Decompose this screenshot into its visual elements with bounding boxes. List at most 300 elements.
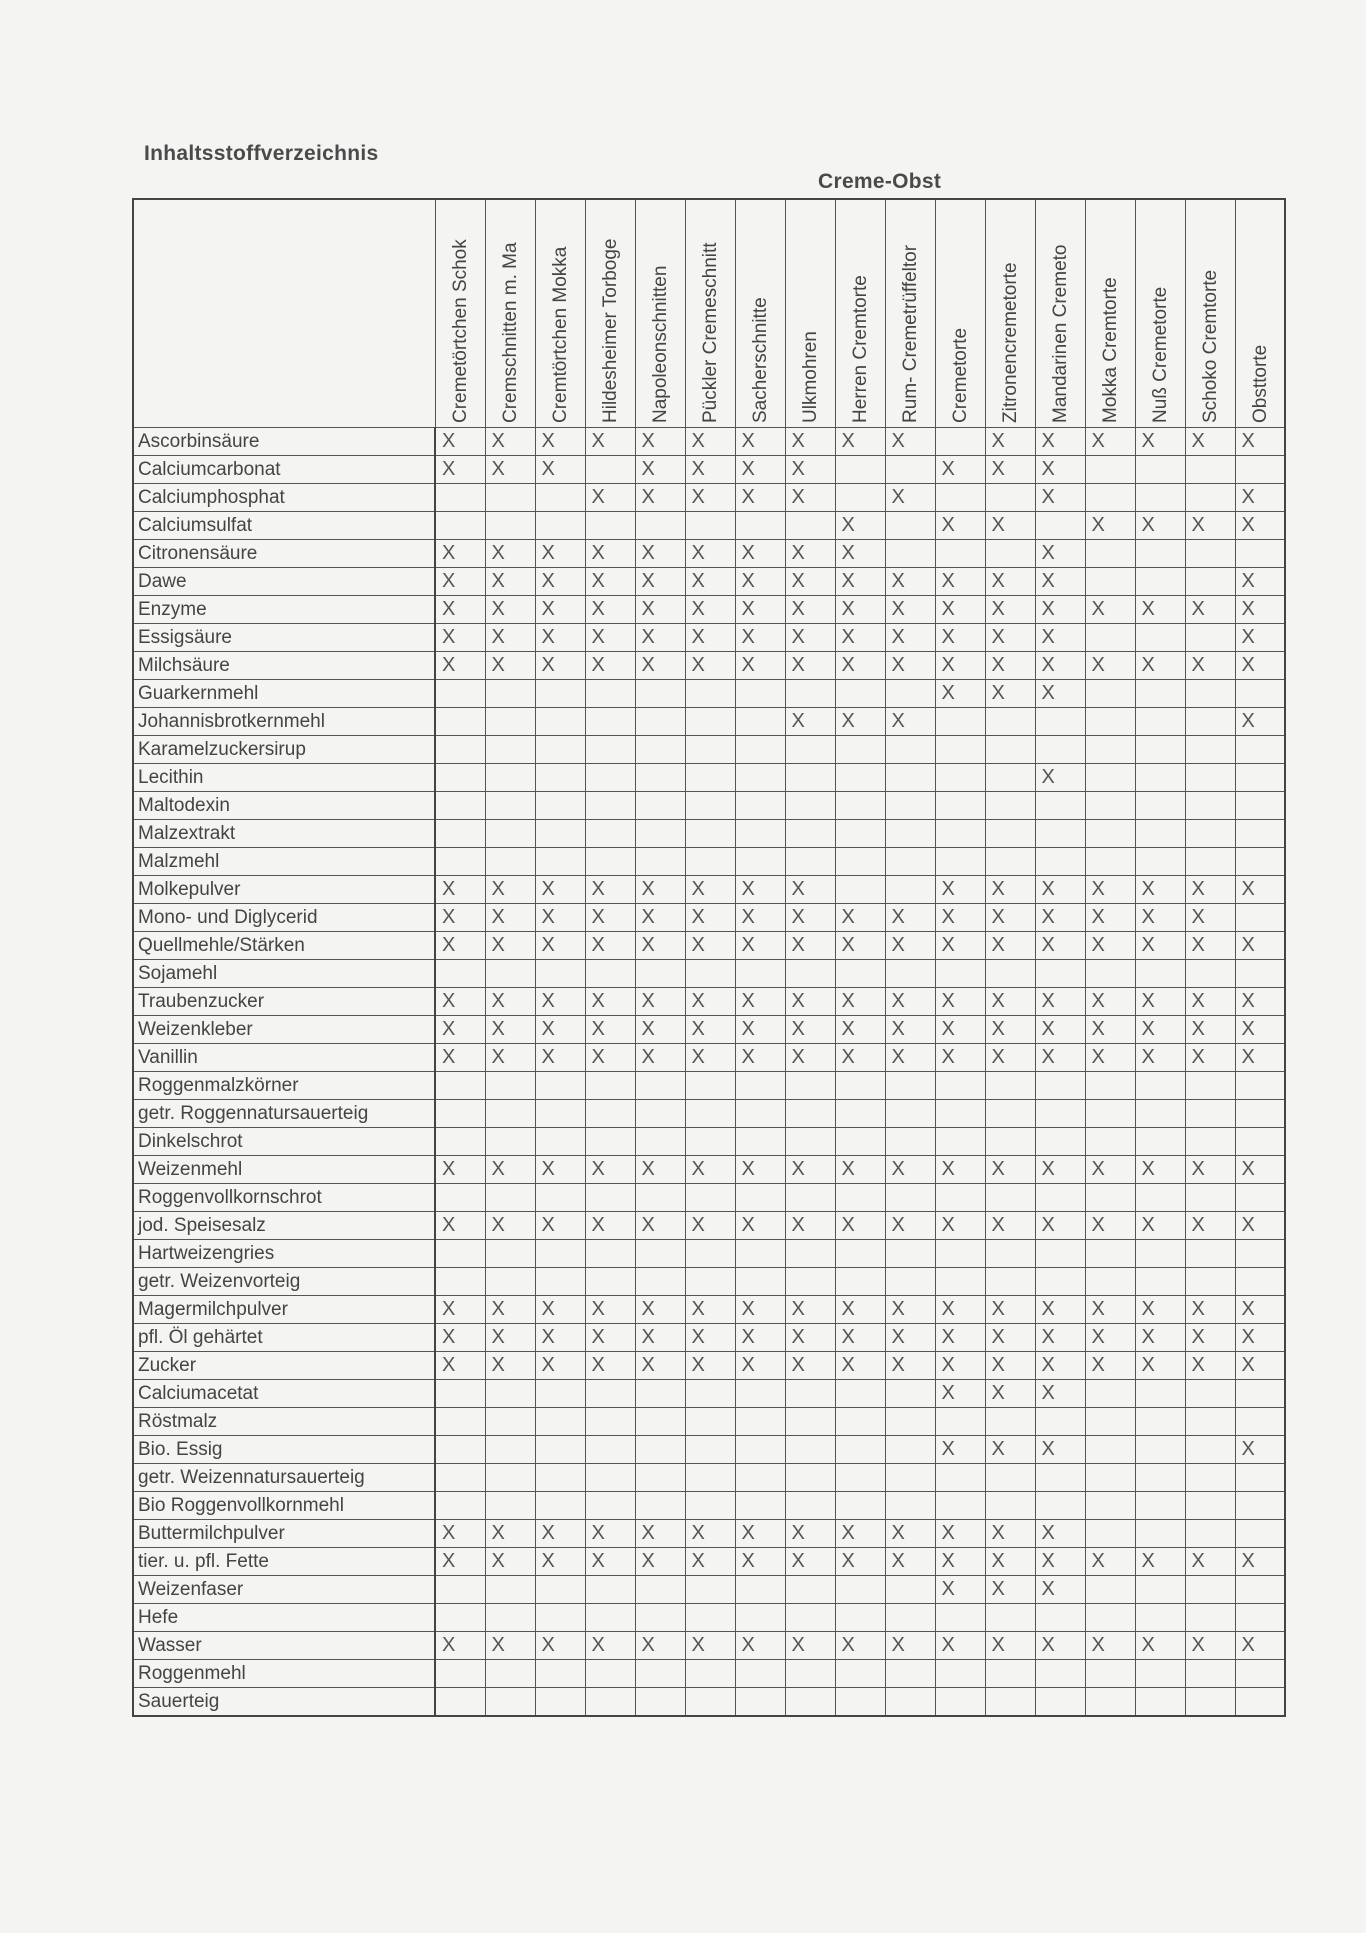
- ingredient-mark-cell: [1035, 1660, 1085, 1688]
- ingredient-name: Traubenzucker: [133, 988, 435, 1016]
- ingredient-mark-cell: X: [535, 1016, 585, 1044]
- ingredient-mark-cell: [935, 1492, 985, 1520]
- ingredient-mark-cell: [485, 708, 535, 736]
- ingredient-mark-cell: [985, 484, 1035, 512]
- ingredient-mark-cell: [1235, 1520, 1285, 1548]
- ingredient-mark-cell: [435, 1072, 485, 1100]
- ingredient-mark-cell: X: [785, 1044, 835, 1072]
- ingredient-mark-cell: [835, 1184, 885, 1212]
- ingredient-mark-cell: X: [935, 1436, 985, 1464]
- ingredient-mark-cell: X: [985, 1436, 1035, 1464]
- ingredient-mark-cell: X: [485, 1352, 535, 1380]
- ingredient-mark-cell: X: [1235, 708, 1285, 736]
- ingredient-mark-cell: [735, 680, 785, 708]
- ingredient-mark-cell: X: [535, 1212, 585, 1240]
- ingredient-mark-cell: [435, 848, 485, 876]
- ingredient-mark-cell: X: [485, 568, 535, 596]
- ingredient-mark-cell: X: [1135, 596, 1185, 624]
- ingredient-mark-cell: X: [1185, 904, 1235, 932]
- ingredient-mark-cell: X: [1035, 1436, 1085, 1464]
- ingredient-mark-cell: [1185, 1128, 1235, 1156]
- ingredient-mark-cell: [985, 1100, 1035, 1128]
- ingredient-mark-cell: X: [685, 652, 735, 680]
- ingredient-mark-cell: X: [1185, 1324, 1235, 1352]
- ingredient-mark-cell: [585, 1240, 635, 1268]
- ingredient-mark-cell: X: [785, 932, 835, 960]
- ingredient-mark-cell: [885, 848, 935, 876]
- ingredient-mark-cell: [1085, 764, 1135, 792]
- ingredient-mark-cell: X: [835, 568, 885, 596]
- ingredient-mark-cell: X: [735, 1548, 785, 1576]
- ingredient-mark-cell: [735, 1464, 785, 1492]
- ingredient-mark-cell: X: [735, 904, 785, 932]
- ingredient-mark-cell: [935, 1240, 985, 1268]
- ingredient-mark-cell: X: [435, 988, 485, 1016]
- ingredient-mark-cell: [835, 1072, 885, 1100]
- ingredient-mark-cell: [735, 1380, 785, 1408]
- ingredient-mark-cell: [1185, 1408, 1235, 1436]
- ingredient-mark-cell: [885, 1072, 935, 1100]
- ingredient-mark-cell: [885, 456, 935, 484]
- ingredient-mark-cell: X: [785, 1296, 835, 1324]
- ingredient-mark-cell: X: [585, 428, 635, 456]
- ingredient-mark-cell: X: [1085, 904, 1135, 932]
- ingredient-mark-cell: X: [1185, 1016, 1235, 1044]
- ingredient-mark-cell: X: [535, 1296, 585, 1324]
- ingredient-row: [133, 512, 1285, 540]
- ingredient-mark-cell: [785, 1072, 835, 1100]
- ingredient-mark-cell: X: [1135, 652, 1185, 680]
- ingredient-mark-cell: X: [435, 456, 485, 484]
- ingredient-mark-cell: X: [985, 1324, 1035, 1352]
- ingredient-mark-cell: [535, 1464, 585, 1492]
- product-header-cell: [785, 199, 835, 428]
- ingredient-mark-cell: X: [885, 708, 935, 736]
- ingredient-mark-cell: [435, 1576, 485, 1604]
- ingredient-mark-cell: X: [935, 568, 985, 596]
- ingredient-mark-cell: [535, 1240, 585, 1268]
- ingredient-row: [133, 484, 1285, 512]
- ingredient-mark-cell: X: [1035, 624, 1085, 652]
- ingredient-row: [133, 652, 1285, 680]
- ingredient-mark-cell: [735, 764, 785, 792]
- ingredient-mark-cell: [485, 1128, 535, 1156]
- ingredient-mark-cell: X: [1085, 988, 1135, 1016]
- ingredient-mark-cell: X: [1035, 988, 1085, 1016]
- ingredient-mark-cell: [685, 1436, 735, 1464]
- ingredient-mark-cell: [785, 792, 835, 820]
- ingredient-mark-cell: [585, 1408, 635, 1436]
- ingredient-mark-cell: [585, 960, 635, 988]
- ingredient-mark-cell: [935, 1660, 985, 1688]
- ingredient-name: Calciumphosphat: [133, 484, 435, 512]
- ingredient-mark-cell: X: [935, 596, 985, 624]
- ingredient-mark-cell: X: [435, 540, 485, 568]
- ingredient-mark-cell: X: [435, 904, 485, 932]
- ingredient-mark-cell: [685, 512, 735, 540]
- ingredient-mark-cell: [1135, 848, 1185, 876]
- ingredient-mark-cell: [1235, 820, 1285, 848]
- ingredient-mark-cell: [685, 792, 735, 820]
- ingredient-mark-cell: X: [835, 904, 885, 932]
- ingredient-mark-cell: [1135, 1436, 1185, 1464]
- ingredient-mark-cell: [1185, 792, 1235, 820]
- ingredient-mark-cell: X: [985, 512, 1035, 540]
- ingredient-name: Magermilchpulver: [133, 1296, 435, 1324]
- ingredient-name: Maltodexin: [133, 792, 435, 820]
- ingredient-mark-cell: [485, 1604, 535, 1632]
- ingredient-row: [133, 848, 1285, 876]
- ingredient-mark-cell: X: [435, 624, 485, 652]
- ingredient-name: pfl. Öl gehärtet: [133, 1324, 435, 1352]
- ingredient-mark-cell: [685, 1128, 735, 1156]
- ingredient-mark-cell: X: [785, 596, 835, 624]
- ingredient-mark-cell: X: [1035, 680, 1085, 708]
- ingredient-mark-cell: X: [1235, 484, 1285, 512]
- ingredient-mark-cell: X: [635, 1548, 685, 1576]
- ingredient-name: Malzmehl: [133, 848, 435, 876]
- ingredient-row: [133, 988, 1285, 1016]
- ingredient-mark-cell: [835, 1688, 885, 1717]
- ingredient-mark-cell: X: [785, 652, 835, 680]
- ingredient-mark-cell: [735, 1240, 785, 1268]
- ingredient-mark-cell: X: [985, 680, 1035, 708]
- ingredient-mark-cell: [635, 1240, 685, 1268]
- product-header-cell: [1235, 199, 1285, 428]
- ingredient-mark-cell: X: [835, 932, 885, 960]
- ingredient-mark-cell: X: [885, 484, 935, 512]
- ingredient-mark-cell: [1035, 1100, 1085, 1128]
- ingredient-mark-cell: [485, 1240, 535, 1268]
- ingredient-mark-cell: X: [1035, 1576, 1085, 1604]
- ingredient-mark-cell: [1235, 1660, 1285, 1688]
- ingredient-mark-cell: X: [735, 1044, 785, 1072]
- ingredient-name: Roggenmalzkörner: [133, 1072, 435, 1100]
- ingredient-mark-cell: [485, 792, 535, 820]
- ingredient-mark-cell: X: [435, 1352, 485, 1380]
- ingredient-name: Bio Roggenvollkornmehl: [133, 1492, 435, 1520]
- ingredient-mark-cell: X: [735, 568, 785, 596]
- ingredient-mark-cell: X: [585, 1548, 635, 1576]
- ingredient-mark-cell: [685, 960, 735, 988]
- ingredient-mark-cell: X: [935, 988, 985, 1016]
- section-title: Creme-Obst: [818, 170, 942, 193]
- ingredient-mark-cell: X: [685, 1156, 735, 1184]
- ingredient-mark-cell: [1085, 1408, 1135, 1436]
- ingredient-mark-cell: [1085, 1436, 1135, 1464]
- ingredient-mark-cell: X: [635, 596, 685, 624]
- ingredient-mark-cell: X: [735, 484, 785, 512]
- ingredient-name: getr. Weizennatursauerteig: [133, 1464, 435, 1492]
- ingredient-mark-cell: X: [1235, 988, 1285, 1016]
- ingredient-mark-cell: X: [985, 1576, 1035, 1604]
- ingredient-mark-cell: X: [735, 596, 785, 624]
- ingredient-name: Enzyme: [133, 596, 435, 624]
- product-label: Napoleonschnitten: [649, 265, 671, 423]
- ingredient-mark-cell: X: [1135, 1296, 1185, 1324]
- ingredient-mark-cell: X: [1235, 596, 1285, 624]
- ingredient-mark-cell: [685, 764, 735, 792]
- product-header-cell: [1035, 199, 1085, 428]
- ingredient-mark-cell: [1185, 960, 1235, 988]
- ingredient-mark-cell: [585, 1576, 635, 1604]
- ingredient-mark-cell: [885, 540, 935, 568]
- ingredient-mark-cell: X: [1185, 596, 1235, 624]
- product-label: Herren Cremtorte: [849, 275, 871, 423]
- ingredient-name: Essigsäure: [133, 624, 435, 652]
- ingredient-name: Hartweizengries: [133, 1240, 435, 1268]
- ingredient-mark-cell: X: [1135, 988, 1185, 1016]
- ingredient-mark-cell: X: [1135, 1016, 1185, 1044]
- ingredient-mark-cell: [635, 1380, 685, 1408]
- ingredient-mark-cell: X: [785, 540, 835, 568]
- ingredient-mark-cell: [1185, 1436, 1235, 1464]
- ingredient-mark-cell: X: [685, 624, 735, 652]
- ingredient-mark-cell: X: [1085, 1044, 1135, 1072]
- ingredient-mark-cell: [435, 1240, 485, 1268]
- ingredient-mark-cell: X: [935, 652, 985, 680]
- ingredient-mark-cell: [1085, 568, 1135, 596]
- ingredient-mark-cell: [435, 1184, 485, 1212]
- ingredient-mark-cell: X: [985, 1548, 1035, 1576]
- ingredient-mark-cell: [1235, 960, 1285, 988]
- ingredient-mark-cell: [485, 1576, 535, 1604]
- ingredient-mark-cell: [1035, 960, 1085, 988]
- header-row: [133, 199, 1285, 428]
- product-label: Sacherschnitte: [749, 297, 771, 423]
- ingredient-mark-cell: [1035, 820, 1085, 848]
- ingredient-mark-cell: X: [785, 1632, 835, 1660]
- ingredient-name: Buttermilchpulver: [133, 1520, 435, 1548]
- ingredient-mark-cell: [1235, 764, 1285, 792]
- ingredient-mark-cell: [785, 1604, 835, 1632]
- page-title: Inhaltsstoffverzeichnis: [144, 142, 379, 165]
- ingredient-mark-cell: [685, 1072, 735, 1100]
- ingredient-mark-cell: X: [1085, 1324, 1135, 1352]
- product-header-cell: [985, 199, 1035, 428]
- product-header-cell: [635, 199, 685, 428]
- ingredient-mark-cell: X: [535, 904, 585, 932]
- ingredient-mark-cell: [685, 1492, 735, 1520]
- ingredient-mark-cell: X: [635, 1324, 685, 1352]
- ingredient-mark-cell: [735, 792, 785, 820]
- ingredient-mark-cell: X: [535, 1324, 585, 1352]
- ingredient-mark-cell: [1035, 512, 1085, 540]
- ingredient-mark-cell: X: [1035, 1016, 1085, 1044]
- ingredient-mark-cell: [735, 708, 785, 736]
- ingredient-mark-cell: [1085, 1464, 1135, 1492]
- ingredient-mark-cell: X: [635, 1296, 685, 1324]
- ingredient-mark-cell: [485, 1408, 535, 1436]
- ingredient-mark-cell: [535, 1688, 585, 1717]
- ingredient-mark-cell: X: [685, 456, 735, 484]
- ingredient-mark-cell: X: [535, 596, 585, 624]
- ingredient-mark-cell: X: [635, 428, 685, 456]
- ingredient-mark-cell: [1135, 1576, 1185, 1604]
- ingredient-mark-cell: [685, 1660, 735, 1688]
- ingredient-mark-cell: [435, 484, 485, 512]
- ingredient-mark-cell: [835, 1128, 885, 1156]
- ingredient-mark-cell: [885, 1436, 935, 1464]
- ingredient-mark-cell: X: [485, 540, 535, 568]
- ingredient-mark-cell: X: [585, 1520, 635, 1548]
- ingredient-mark-cell: X: [785, 1352, 835, 1380]
- ingredient-mark-cell: X: [635, 1044, 685, 1072]
- ingredient-name: Weizenmehl: [133, 1156, 435, 1184]
- ingredient-mark-cell: X: [935, 624, 985, 652]
- ingredient-mark-cell: [635, 848, 685, 876]
- ingredient-mark-cell: X: [535, 428, 585, 456]
- ingredient-mark-cell: [1235, 1464, 1285, 1492]
- ingredient-mark-cell: X: [1035, 1296, 1085, 1324]
- ingredient-mark-cell: X: [1085, 652, 1135, 680]
- ingredient-mark-cell: [685, 708, 735, 736]
- ingredient-mark-cell: X: [835, 1520, 885, 1548]
- ingredient-name: Roggenvollkornschrot: [133, 1184, 435, 1212]
- ingredient-mark-cell: [435, 1100, 485, 1128]
- ingredient-mark-cell: X: [635, 1520, 685, 1548]
- ingredient-mark-cell: [435, 960, 485, 988]
- ingredient-mark-cell: X: [785, 1548, 835, 1576]
- ingredient-mark-cell: [835, 1408, 885, 1436]
- ingredient-mark-cell: [1135, 1128, 1185, 1156]
- ingredient-name: getr. Weizenvorteig: [133, 1268, 435, 1296]
- ingredient-mark-cell: [635, 1072, 685, 1100]
- ingredient-mark-cell: X: [1035, 540, 1085, 568]
- ingredient-mark-cell: [835, 1660, 885, 1688]
- ingredient-mark-cell: [985, 1688, 1035, 1717]
- ingredient-mark-cell: X: [1085, 596, 1135, 624]
- ingredient-mark-cell: [1235, 736, 1285, 764]
- ingredient-mark-cell: [885, 1100, 935, 1128]
- ingredient-mark-cell: [535, 512, 585, 540]
- ingredient-mark-cell: X: [985, 568, 1035, 596]
- ingredient-mark-cell: [535, 708, 585, 736]
- ingredient-mark-cell: [1135, 456, 1185, 484]
- ingredient-mark-cell: [835, 1100, 885, 1128]
- ingredient-mark-cell: [835, 764, 885, 792]
- product-label: Cremetorte: [949, 327, 971, 423]
- ingredient-mark-cell: X: [1035, 764, 1085, 792]
- ingredient-mark-cell: X: [935, 1324, 985, 1352]
- ingredient-mark-cell: [1085, 1576, 1135, 1604]
- ingredient-mark-cell: X: [735, 1016, 785, 1044]
- ingredient-mark-cell: [1085, 1520, 1135, 1548]
- ingredient-mark-cell: [485, 960, 535, 988]
- ingredient-mark-cell: [635, 792, 685, 820]
- ingredient-mark-cell: [435, 820, 485, 848]
- ingredient-mark-cell: [1085, 792, 1135, 820]
- ingredient-mark-cell: [635, 1184, 685, 1212]
- ingredient-mark-cell: [1185, 1492, 1235, 1520]
- ingredient-mark-cell: X: [1085, 932, 1135, 960]
- ingredient-mark-cell: X: [685, 1548, 735, 1576]
- ingredient-row: [133, 736, 1285, 764]
- ingredient-mark-cell: [935, 848, 985, 876]
- ingredient-mark-cell: [585, 1604, 635, 1632]
- product-label: Cremetörtchen Schok: [449, 239, 471, 423]
- ingredient-mark-cell: X: [535, 988, 585, 1016]
- ingredient-mark-cell: [1135, 1492, 1185, 1520]
- ingredient-mark-cell: X: [1235, 876, 1285, 904]
- ingredient-row: [133, 792, 1285, 820]
- ingredient-mark-cell: [935, 736, 985, 764]
- ingredient-mark-cell: [435, 512, 485, 540]
- ingredient-mark-cell: [1085, 1380, 1135, 1408]
- ingredient-mark-cell: X: [1235, 512, 1285, 540]
- ingredient-mark-cell: X: [1035, 428, 1085, 456]
- ingredient-mark-cell: X: [835, 1632, 885, 1660]
- ingredient-mark-cell: X: [985, 904, 1035, 932]
- ingredient-row: [133, 540, 1285, 568]
- ingredient-mark-cell: X: [935, 680, 985, 708]
- ingredient-mark-cell: [535, 1576, 585, 1604]
- ingredient-mark-cell: [735, 1184, 785, 1212]
- ingredient-mark-cell: X: [1185, 1352, 1235, 1380]
- ingredient-mark-cell: X: [885, 1016, 935, 1044]
- ingredient-mark-cell: X: [535, 624, 585, 652]
- ingredient-mark-cell: [435, 1492, 485, 1520]
- ingredient-mark-cell: X: [885, 1156, 935, 1184]
- ingredient-name: Lecithin: [133, 764, 435, 792]
- ingredient-mark-cell: [1185, 484, 1235, 512]
- ingredient-mark-cell: [1135, 1184, 1185, 1212]
- ingredient-mark-cell: X: [685, 988, 735, 1016]
- ingredient-mark-cell: [635, 1128, 685, 1156]
- ingredient-mark-cell: [935, 1072, 985, 1100]
- ingredient-mark-cell: X: [935, 904, 985, 932]
- ingredient-mark-cell: X: [585, 1296, 635, 1324]
- ingredient-mark-cell: [1085, 456, 1135, 484]
- ingredient-mark-cell: [485, 484, 535, 512]
- ingredient-mark-cell: X: [1235, 568, 1285, 596]
- ingredient-mark-cell: [1035, 1408, 1085, 1436]
- ingredient-mark-cell: X: [935, 932, 985, 960]
- ingredient-row: [133, 708, 1285, 736]
- ingredient-mark-cell: [535, 792, 585, 820]
- ingredient-mark-cell: X: [485, 876, 535, 904]
- ingredient-mark-cell: [1135, 1268, 1185, 1296]
- ingredient-mark-cell: X: [935, 1520, 985, 1548]
- ingredient-mark-cell: X: [435, 932, 485, 960]
- ingredient-mark-cell: [535, 764, 585, 792]
- ingredient-mark-cell: X: [1085, 1212, 1135, 1240]
- ingredient-mark-cell: [885, 1128, 935, 1156]
- ingredient-mark-cell: [635, 1604, 685, 1632]
- ingredient-mark-cell: X: [1035, 904, 1085, 932]
- ingredient-mark-cell: [535, 1604, 585, 1632]
- ingredient-mark-cell: X: [1185, 1296, 1235, 1324]
- ingredient-mark-cell: [685, 1604, 735, 1632]
- ingredient-mark-cell: [885, 1660, 935, 1688]
- ingredient-mark-cell: [585, 1380, 635, 1408]
- ingredient-mark-cell: [985, 1464, 1035, 1492]
- ingredient-mark-cell: [985, 1660, 1035, 1688]
- ingredient-mark-cell: [535, 1492, 585, 1520]
- ingredient-mark-cell: [535, 1072, 585, 1100]
- ingredient-mark-cell: X: [585, 596, 635, 624]
- ingredient-mark-cell: [885, 1464, 935, 1492]
- ingredient-mark-cell: [735, 1436, 785, 1464]
- ingredient-mark-cell: [535, 736, 585, 764]
- ingredient-mark-cell: [435, 792, 485, 820]
- ingredient-mark-cell: X: [1235, 1324, 1285, 1352]
- ingredient-mark-cell: X: [885, 1632, 935, 1660]
- ingredient-mark-cell: X: [685, 932, 735, 960]
- ingredient-row: [133, 1548, 1285, 1576]
- ingredient-row: [133, 1604, 1285, 1632]
- ingredient-mark-cell: [735, 1408, 785, 1436]
